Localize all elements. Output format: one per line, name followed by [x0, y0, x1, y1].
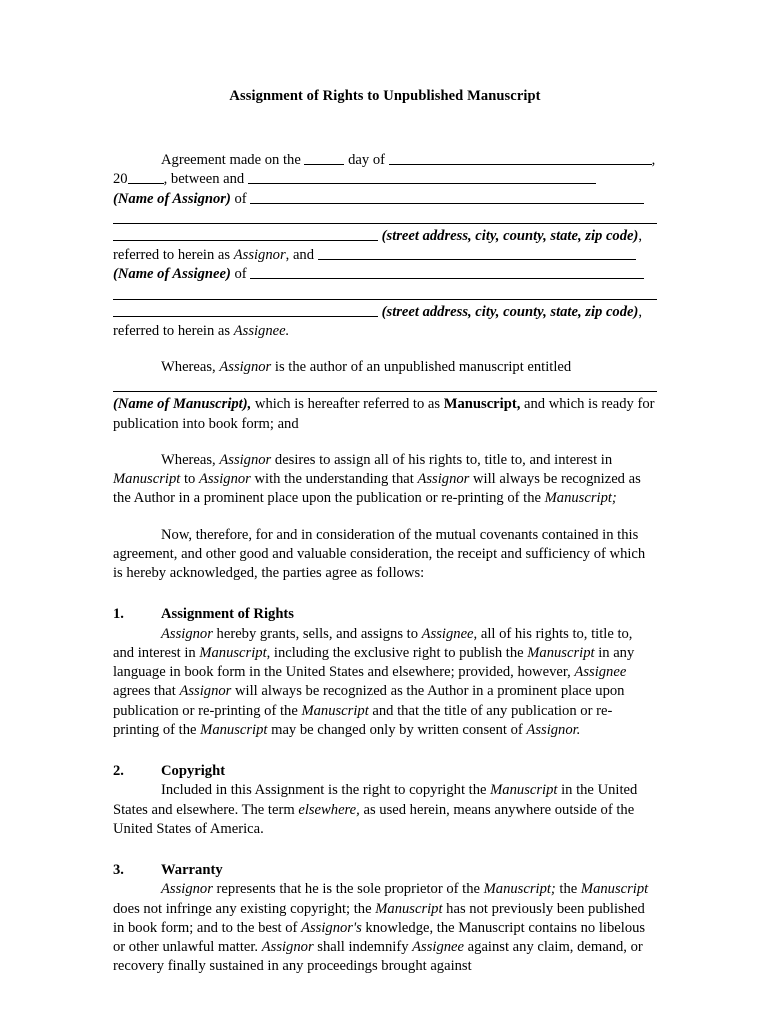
recital-1-line-1: [113, 358, 657, 377]
of-text-2: of: [230, 266, 251, 283]
party-blank: [248, 171, 596, 184]
intro-block: [113, 151, 657, 341]
intro-line-3: [113, 190, 657, 209]
section-title-1: Assignment of Rights: [161, 606, 294, 623]
manuscript-term-5: Manuscript: [301, 702, 369, 719]
section-body-1: Assignor hereby grants, sells, and assigns to Assignee, all of his rights to, title to, and interest in Manuscript, including the exclusive right to publish the Manuscript in any language in book form in the United States and elsewhere; provided, however, Assignee agrees that Assignor will always be recognized as the Author in a prominent place upon publication or re-printing of the Manuscript and that the title of any publication or re-printing of the Manuscript may be changed only by written consent of Assignor.: [113, 625, 635, 738]
assignee-address-blank-1: [250, 266, 644, 279]
elsewhere-term: elsewhere,: [298, 801, 360, 818]
day-of-text: day of: [344, 152, 389, 168]
assignor-address-blank-2: [113, 209, 657, 224]
assignor-address-blank-3: [113, 228, 378, 241]
recital-now-therefore: Now, therefore, for and in consideration of the mutual covenants contained in this agreement, and other good and valuable consideration, the receipt and sufficiency of which is hereby acknowledged, the parties agree as follows:: [113, 526, 646, 581]
intro-line-10: [113, 322, 657, 341]
section-body-2: Included in this Assignment is the right to copyright the Manuscript in the United States and elsewhere. The term elsewhere, as used herein, means anywhere outside of the United States of America.: [113, 782, 638, 837]
manuscript-term-4: Manuscript: [527, 644, 595, 661]
agreement-made-text: Agreement made on the: [161, 152, 305, 168]
manuscript-term-1: Manuscript: [113, 471, 181, 487]
manuscript-term-bold: Manuscript,: [443, 396, 521, 413]
intro-line-8: [113, 285, 657, 300]
assignor-term-5: Assignor: [417, 471, 470, 487]
comma-2: ,: [638, 227, 643, 244]
manuscript-term-3: Manuscript: [199, 644, 267, 661]
year-prefix: 20: [113, 171, 128, 188]
recital-1-text-1: is the author of an unpublished manuscript entitled: [271, 359, 572, 375]
assignor-term-8: Assignor.: [526, 721, 581, 738]
manuscript-name-blank: [113, 377, 657, 392]
assignee-address-blank-2: [113, 285, 657, 300]
manuscript-term-6: Manuscript: [200, 721, 268, 738]
assignee-address-hint: (street address, city, county, state, zip code): [381, 303, 639, 320]
assignor-term-3: Assignor: [219, 451, 272, 468]
manuscript-term-7: Manuscript: [490, 782, 558, 799]
year-blank: [128, 171, 164, 184]
name-of-assignor-label: (Name of Assignor): [113, 190, 231, 207]
intro-line-7: [113, 265, 657, 284]
assignor-term-1: Assignor: [233, 247, 286, 263]
assignee-term-3: Assignee: [574, 664, 627, 680]
intro-line-2: [113, 170, 657, 189]
section-number-3: 3.: [113, 862, 124, 878]
assignor-address-blank-1: [250, 191, 644, 204]
section-heading-1: [113, 605, 657, 624]
recital-1-line-3: [113, 395, 657, 434]
manuscript-term-2: Manuscript;: [544, 490, 617, 507]
assignee-term-1: Assignee.: [233, 322, 290, 339]
assignee-address-blank-3: [113, 304, 378, 317]
section-number-2: 2.: [113, 763, 124, 779]
recital-1-text-2: which is hereafter referred to as: [251, 396, 444, 413]
and-text-1: , and: [285, 247, 318, 263]
recital-1-line-2: [113, 377, 657, 392]
recital-whereas-assign: Whereas, Assignor desires to assign all of his rights to, title to, and interest in Manuscript to Assignor with the understanding that Assignor will always be recognized as the Author in a prominent place upon the publication or re-printing of the Manuscript;: [113, 451, 641, 507]
name-of-manuscript-label: (Name of Manuscript),: [113, 396, 252, 413]
section-heading-2: [113, 762, 657, 781]
whereas-lead-1: Whereas,: [161, 359, 220, 375]
section-heading-3: [113, 861, 657, 880]
intro-line-9: [113, 303, 657, 322]
assignor-possessive-term: Assignor's: [301, 919, 362, 936]
comma-3: ,: [638, 303, 643, 320]
section-title-3: Warranty: [161, 862, 223, 878]
page-title: Assignment of Rights to Unpublished Manuscript: [229, 88, 541, 104]
assignor-term-9: Assignor: [161, 881, 213, 898]
referred-to-text-1: referred to herein as: [113, 247, 234, 263]
assignor-address-hint: (street address, city, county, state, zip code): [381, 227, 639, 244]
assignor-term-4: Assignor: [198, 471, 251, 487]
month-blank: [389, 152, 652, 165]
section-number-1: 1.: [113, 606, 124, 623]
intro-line-1: [113, 151, 657, 170]
manuscript-term-9: Manuscript: [580, 881, 649, 898]
assignor-term-2: Assignor: [219, 359, 272, 375]
day-blank: [304, 152, 344, 165]
intro-line-4: [113, 209, 657, 224]
of-text-1: of: [230, 190, 251, 207]
section-title-2: Copyright: [161, 763, 226, 779]
manuscript-term-10: Manuscript: [375, 900, 443, 917]
recital-whereas-author: [113, 358, 657, 434]
intro-line-6: [113, 246, 657, 265]
referred-to-text-2: referred to herein as: [113, 322, 234, 339]
manuscript-term-8: Manuscript;: [483, 881, 556, 898]
assignee-term-2: Assignee: [421, 625, 474, 642]
section-body-3: Assignor represents that he is the sole proprietor of the Manuscript; the Manuscript does not infringe any existing copyright; the Manuscript has not previously been published in book form; and to the best of Assignor's knowledge, the Manuscript contains no libelous or other unlawful matter. Assignor shall indemnify Assignee against any claim, demand, or recovery finally sustained in any proceedings brought against: [113, 881, 649, 975]
assignor-term-10: Assignor: [261, 939, 314, 955]
name-of-assignee-label: (Name of Assignee): [113, 266, 231, 283]
recital-1-text-3: and which is ready for publication into book form; and: [113, 396, 655, 432]
assignee-blank: [318, 247, 636, 260]
assignor-term-7: Assignor: [179, 683, 232, 700]
intro-line-5: [113, 227, 657, 246]
between-and-text: , between and: [163, 171, 248, 188]
comma-1: ,: [651, 152, 656, 168]
assignor-term-6: Assignor: [161, 625, 213, 642]
assignee-term-4: Assignee: [412, 939, 465, 955]
